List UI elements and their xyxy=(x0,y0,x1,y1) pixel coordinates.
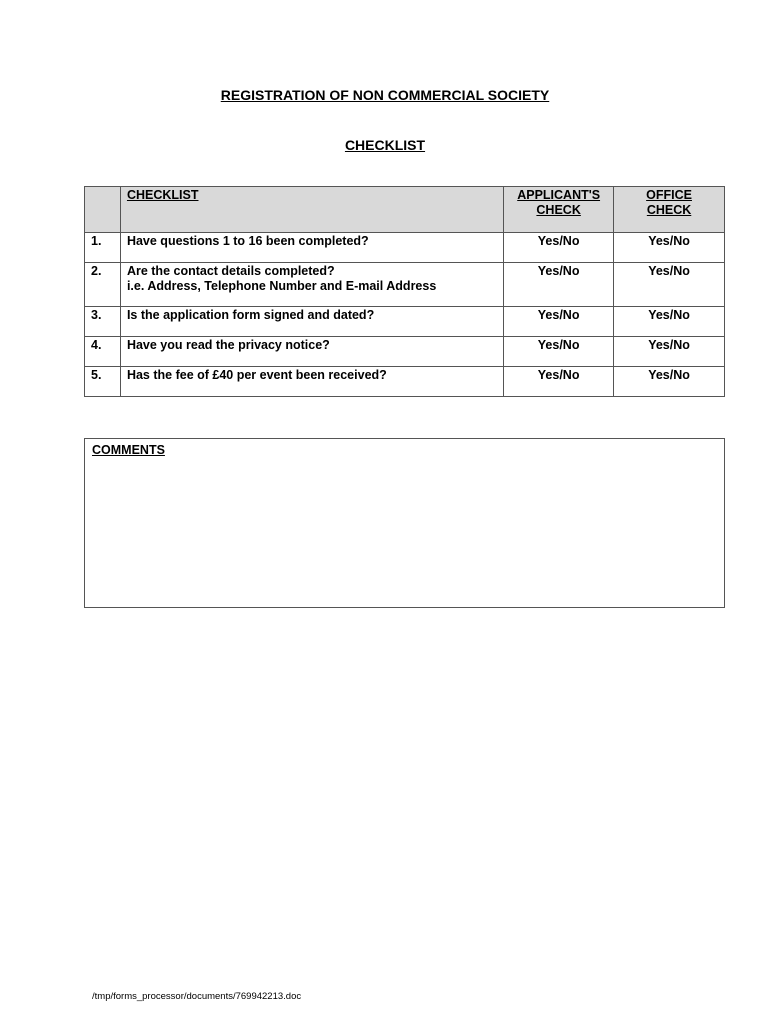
row-number: 5. xyxy=(85,367,121,397)
row-number: 3. xyxy=(85,307,121,337)
applicant-check-cell[interactable]: Yes/No xyxy=(504,307,614,337)
row-question-line2: i.e. Address, Telephone Number and E-mail Address xyxy=(126,279,437,293)
office-check-cell[interactable]: Yes/No xyxy=(614,233,725,263)
header-office-line2: CHECK xyxy=(646,203,692,217)
applicant-check-cell[interactable]: Yes/No xyxy=(504,233,614,263)
footer-file-path: /tmp/forms_processor/documents/769942213.doc xyxy=(92,991,302,1002)
table-row xyxy=(85,367,725,397)
applicant-check-cell[interactable]: Yes/No xyxy=(504,367,614,397)
header-applicant-line2: CHECK xyxy=(536,203,581,217)
table-header-row xyxy=(85,187,725,233)
table-row xyxy=(85,307,725,337)
office-check-cell[interactable]: Yes/No xyxy=(614,307,725,337)
header-checklist xyxy=(120,187,503,233)
header-applicant-line1: APPLICANT'S xyxy=(517,188,601,202)
row-question: Is the application form signed and dated? xyxy=(120,307,503,337)
document-title: REGISTRATION OF NON COMMERCIAL SOCIETY xyxy=(220,87,550,103)
office-check-cell[interactable]: Yes/No xyxy=(614,367,725,397)
header-office-line1: OFFICE xyxy=(646,188,692,202)
row-question xyxy=(120,263,503,307)
header-applicants-check xyxy=(504,187,614,233)
table-row xyxy=(85,233,725,263)
office-check-cell[interactable]: Yes/No xyxy=(614,263,725,307)
row-question-line1: Are the contact details completed? xyxy=(126,264,335,278)
row-number: 2. xyxy=(85,263,121,307)
table-row xyxy=(85,337,725,367)
header-checklist-label: CHECKLIST xyxy=(126,188,199,202)
applicant-check-cell[interactable]: Yes/No xyxy=(504,263,614,307)
row-question: Have questions 1 to 16 been completed? xyxy=(120,233,503,263)
row-number: 4. xyxy=(85,337,121,367)
applicant-check-cell[interactable]: Yes/No xyxy=(504,337,614,367)
comments-label: COMMENTS xyxy=(92,443,165,457)
office-check-cell[interactable]: Yes/No xyxy=(614,337,725,367)
row-number: 1. xyxy=(85,233,121,263)
table-row xyxy=(85,263,725,307)
checklist-table xyxy=(84,186,725,397)
comments-box[interactable] xyxy=(84,438,725,608)
header-office-check xyxy=(614,187,725,233)
row-question: Have you read the privacy notice? xyxy=(120,337,503,367)
document-subtitle: CHECKLIST xyxy=(344,137,426,153)
header-number xyxy=(85,187,121,233)
row-question: Has the fee of £40 per event been received? xyxy=(120,367,503,397)
